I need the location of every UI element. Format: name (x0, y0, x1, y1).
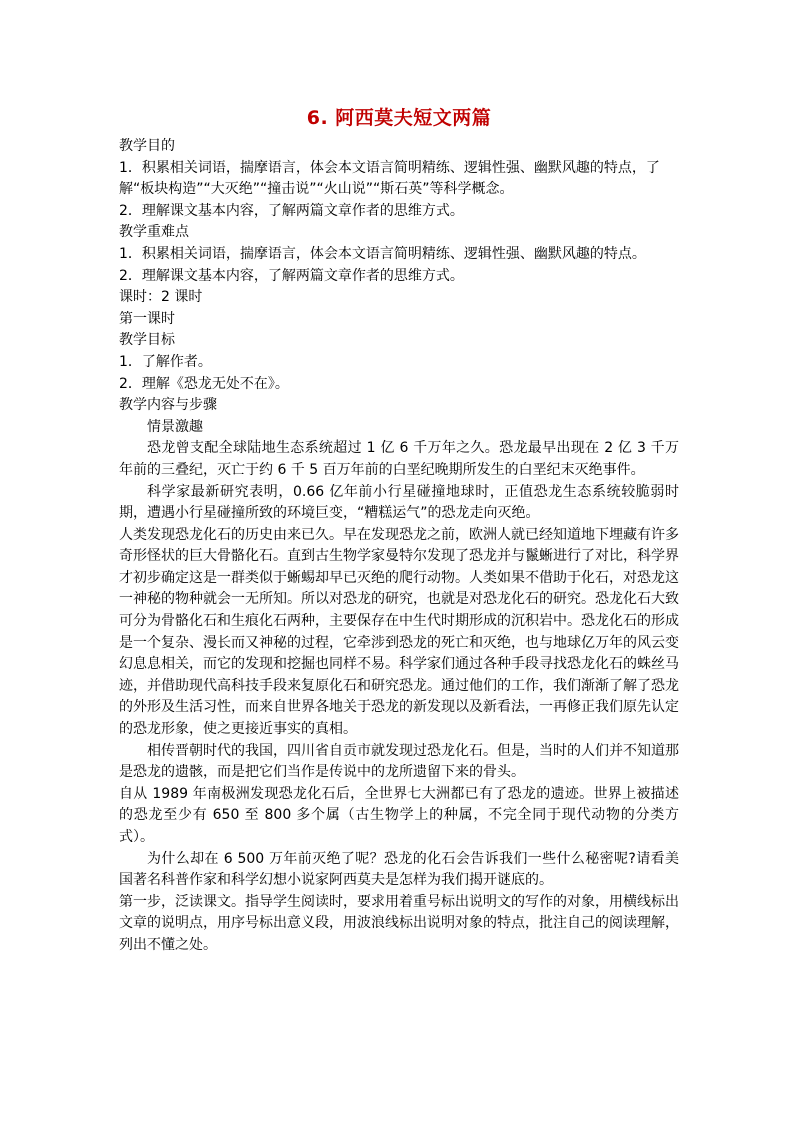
body-paragraph-2: 科学家最新研究表明，0.66 亿年前小行星碰撞地球时，正值恐龙生态系统较脆弱时期，遭遇小行星碰撞所致的环境巨变，“糟糕运气”的恐龙走向灭绝。 (119, 483, 679, 522)
document-title: 6. 阿西莫夫短文两篇 (306, 107, 492, 129)
goal-item-1: 1．积累相关词语，揣摩语言，体会本文语言简明精练、逻辑性强、幽默风趣的特点，了解“板块构造”“大灭绝”“撞击说”“火山说”“斯石英”等科学概念。 (119, 159, 660, 198)
first-lesson-heading: 第一课时 (119, 310, 175, 327)
body-paragraph-5: 自从 1989 年南极洲发现恐龙化石后，全世界七大洲都已有了恐龙的遗迹。世界上被描述的恐龙至少有 650 至 800 多个属（古生物学上的种属，不完全同于现代动物的分类方式）。 (119, 785, 679, 845)
goals-heading: 教学目的 (119, 138, 175, 154)
lesson-goals-heading: 教学目标 (119, 332, 175, 349)
goal-item-2: 2．理解课文基本内容，了解两篇文章作者的思维方式。 (119, 202, 464, 219)
difficulty-heading: 教学重难点 (119, 224, 189, 241)
body-paragraph-7: 第一步，泛读课文。指导学生阅读时，要求用着重号标出说明文的写作的对象，用横线标出文章的说明点，用序号标出意义段，用波浪线标出说明对象的特点，批注自己的阅读理解，列出不懂之处。 (119, 893, 679, 953)
lesson-goal-2: 2．理解《恐龙无处不在》。 (119, 375, 289, 392)
body-paragraph-1: 恐龙曾支配全球陆地生态系统超过 1 亿 6 千万年之久。恐龙最早出现在 2 亿 3 千万年前的三叠纪，灭亡于约 6 千 5 百万年前的白垩纪晚期所发生的白垩纪末灭绝事件。 (119, 440, 679, 478)
document-page (119, 104, 679, 957)
difficulty-item-2: 2．理解课文基本内容，了解两篇文章作者的思维方式。 (119, 267, 464, 284)
class-hours: 课时：2 课时 (119, 289, 203, 306)
content-heading: 教学内容与步骤 (119, 397, 217, 414)
body-paragraph-3: 人类发现恐龙化石的历史由来已久。早在发现恐龙之前，欧洲人就已经知道地下埋藏有许多奇形怪状的巨大骨骼化石。直到古生物学家曼特尔发现了恐龙并与鬣蜥进行了对比，科学界才初步确定这是一群类似于蜥蜴却早已灭绝的爬行动物。人类如果不借助于化石，对恐龙这一神秘的物种就会一无所知。所以对恐龙的研究，也就是对恐龙化石的研究。恐龙化石大致可分为骨骼化石和生痕化石两种，主要保存在中生代时期形成的沉积岩中。恐龙化石的形成是一个复杂、漫长而又神秘的过程，它牵涉到恐龙的死亡和灭绝，也与地球亿万年的风云变幻息息相关，而它的发现和挖掘也同样不易。科学家们通过各种手段寻找恐龙化石的蛛丝马迹，并借助现代高科技手段来复原化石和研究恐龙。通过他们的工作，我们渐渐了解了恐龙的外形及生活习性，而来自世界各地关于恐龙的新发现以及新看法，一再修正我们原先认定的恐龙形象，使之更接近事实的真相。 (119, 526, 679, 738)
body-paragraph-6: 为什么却在 6 500 万年前灭绝了呢？恐龙的化石会告诉我们一些什么秘密呢?请看美国著名科普作家和科学幻想小说家阿西莫夫是怎样为我们揭开谜底的。 (119, 850, 679, 889)
intro-heading: 情景激趣 (147, 418, 203, 435)
lesson-goal-1: 1．了解作者。 (119, 353, 212, 370)
difficulty-item-1: 1．积累相关词语，揣摩语言，体会本文语言简明精练、逻辑性强、幽默风趣的特点。 (119, 245, 646, 262)
body-paragraph-4: 相传晋朝时代的我国，四川省自贡市就发现过恐龙化石。但是，当时的人们并不知道那是恐龙的遗骸，而是把它们当作是传说中的龙所遗留下来的骨头。 (119, 742, 679, 781)
